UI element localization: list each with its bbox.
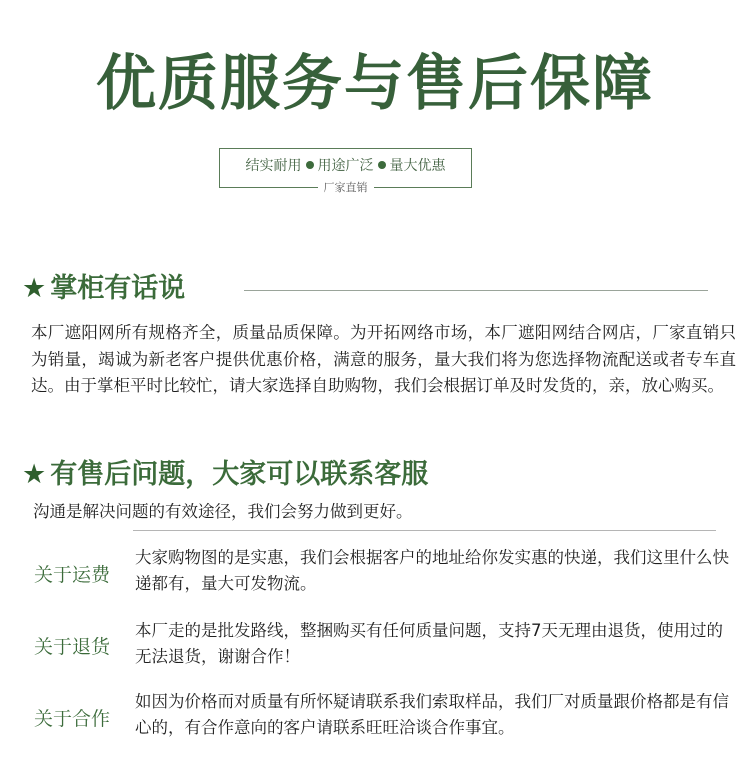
bullet-dot-icon [378, 161, 386, 169]
bullet-dot-icon [306, 161, 314, 169]
faq-text-shipping: 大家购物图的是实惠，我们会根据客户的地址给你发实惠的快递，我们这里什么快递都有，量大可发物流。 [135, 548, 729, 593]
section-heading-text: 掌柜有话说 [50, 273, 186, 304]
section-heading-shopkeeper [22, 272, 185, 306]
divider [133, 530, 716, 531]
faq-text-cooperation: 如因为价格而对质量有所怀疑请联系我们索取样品，我们厂对质量跟价格都是有信心的，有合作意向的客户请联系旺旺洽谈合作事宜。 [135, 692, 729, 737]
tag-durable: 结实耐用 [245, 158, 302, 174]
star-icon: ★ [22, 459, 47, 490]
star-icon: ★ [22, 273, 47, 304]
faq-label-shipping: 关于运费 [34, 564, 111, 586]
section-heading-after-sales [22, 458, 428, 492]
section-heading-text: 有售后问题，大家可以联系客服 [50, 459, 429, 490]
faq-label-returns: 关于退货 [34, 636, 111, 658]
divider [244, 290, 708, 291]
after-sales-intro: 沟通是解决问题的有效途径，我们会努力做到更好。 [33, 502, 413, 521]
feature-tag-box [219, 148, 472, 194]
tag-factory-direct: 厂家直销 [318, 181, 374, 195]
page-title: 优质服务与售后保障 [96, 49, 654, 119]
faq-label-cooperation: 关于合作 [34, 708, 111, 730]
tag-versatile: 用途广泛 [317, 158, 374, 174]
faq-text-returns: 本厂走的是批发路线，整捆购买有任何质量问题，支持7天无理由退货，使用过的无法退货，谢谢合作！ [135, 621, 723, 666]
shopkeeper-message: 本厂遮阳网所有规格齐全，质量品质保障。为开拓网络市场，本厂遮阳网结合网店，厂家直销只为销量，竭诚为新老客户提供优惠价格，满意的服务，量大我们将为您选择物流配送或者专车直达。由于掌柜平时比较忙，请大家选择自助购物，我们会根据订单及时发货的，亲，放心购买。 [31, 323, 736, 395]
feature-tags [220, 157, 471, 175]
tag-bulk-discount: 量大优惠 [389, 158, 446, 174]
